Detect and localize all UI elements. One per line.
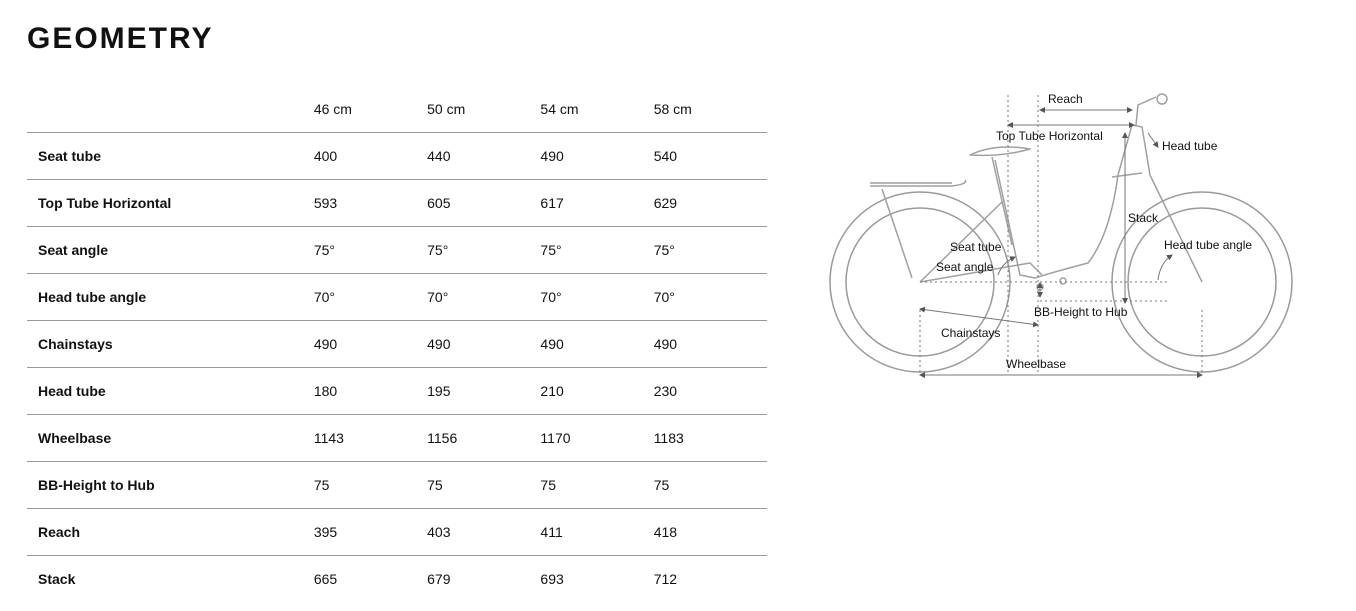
column-header-54cm: 54 cm — [540, 86, 653, 133]
table-cell: 617 — [540, 180, 653, 227]
table-cell: 75° — [540, 227, 653, 274]
row-label-chainstays: Chainstays — [27, 321, 314, 368]
table-cell: 490 — [540, 133, 653, 180]
row-label-seat-angle: Seat angle — [27, 227, 314, 274]
table-cell: 195 — [427, 368, 540, 415]
table-cell: 712 — [653, 571, 678, 587]
row-label-bb-height-to-hub: BB-Height to Hub — [27, 462, 314, 509]
table-cell: 180 — [314, 368, 427, 415]
reach-label: Reach — [1048, 92, 1083, 106]
table-cell: 665 — [313, 571, 338, 587]
table-cell: 490 — [314, 321, 427, 368]
table-cell: 400 — [314, 133, 427, 180]
table-cell: 403 — [427, 509, 540, 556]
table-row — [27, 462, 767, 509]
row-label-seat-tube: Seat tube — [27, 133, 314, 180]
row-label-reach: Reach — [27, 509, 314, 556]
bike-geometry-diagram — [820, 85, 1310, 385]
chainstays-label: Chainstays — [941, 326, 1001, 340]
stack-label: Stack — [1128, 211, 1159, 225]
table-cell: 593 — [314, 180, 427, 227]
table-row — [27, 227, 767, 274]
row-label-top-tube-horizontal: Top Tube Horizontal — [27, 180, 314, 227]
table-cell: 411 — [540, 509, 653, 556]
table-cell: 540 — [654, 133, 767, 180]
table-cell: 1156 — [427, 415, 540, 462]
seat-tube-label: Seat tube — [950, 240, 1002, 254]
table-cell: 75 — [654, 462, 767, 509]
head-tube-angle-label: Head tube angle — [1164, 238, 1253, 252]
table-cell: 70° — [427, 274, 540, 321]
row-label-wheelbase: Wheelbase — [27, 415, 314, 462]
table-cell: 75° — [427, 227, 540, 274]
header-empty-cell — [27, 86, 314, 133]
column-header-46cm: 46 cm — [314, 86, 427, 133]
table-cell: 395 — [314, 509, 427, 556]
table-cell: 629 — [654, 180, 767, 227]
wheelbase-label: Wheelbase — [1006, 357, 1067, 371]
table-cell: 440 — [427, 133, 540, 180]
table-header-row — [27, 86, 767, 133]
page-title: GEOMETRY — [27, 22, 214, 55]
table-row — [27, 274, 767, 321]
column-header-58cm: 58 cm — [654, 86, 767, 133]
table-cell: 1170 — [540, 415, 653, 462]
table-cell: 605 — [427, 180, 540, 227]
table-row — [27, 321, 767, 368]
bb-height-label: BB-Height to Hub — [1034, 305, 1128, 319]
table-cell: 679 — [427, 571, 451, 587]
table-cell: 490 — [654, 321, 767, 368]
table-cell: 70° — [540, 274, 653, 321]
table-row — [27, 415, 767, 462]
table-cell: 490 — [540, 321, 653, 368]
table-cell: 75 — [314, 462, 427, 509]
row-label-stack: Stack — [38, 571, 76, 587]
table-cell: 75° — [314, 227, 427, 274]
table-cell: 1183 — [654, 415, 767, 462]
row-label-head-tube-angle: Head tube angle — [27, 274, 314, 321]
geometry-table — [27, 86, 767, 602]
head-tube-label: Head tube — [1162, 139, 1218, 153]
table-row — [27, 556, 767, 603]
table-cell: 75 — [540, 462, 653, 509]
top-tube-label: Top Tube Horizontal — [996, 129, 1103, 143]
table-cell: 75 — [427, 462, 540, 509]
column-header-50cm: 50 cm — [427, 86, 540, 133]
table-row — [27, 180, 767, 227]
row-label-head-tube: Head tube — [27, 368, 314, 415]
table-row — [27, 133, 767, 180]
table-row — [27, 368, 767, 415]
table-cell: 70° — [314, 274, 427, 321]
table-row — [27, 509, 767, 556]
table-cell: 693 — [540, 571, 564, 587]
table-cell: 418 — [654, 509, 767, 556]
table-cell: 210 — [540, 368, 653, 415]
seat-angle-label: Seat angle — [936, 260, 994, 274]
table-cell: 490 — [427, 321, 540, 368]
table-cell: 70° — [654, 274, 767, 321]
table-cell: 1143 — [314, 415, 427, 462]
table-cell: 75° — [654, 227, 767, 274]
table-cell: 230 — [654, 368, 767, 415]
